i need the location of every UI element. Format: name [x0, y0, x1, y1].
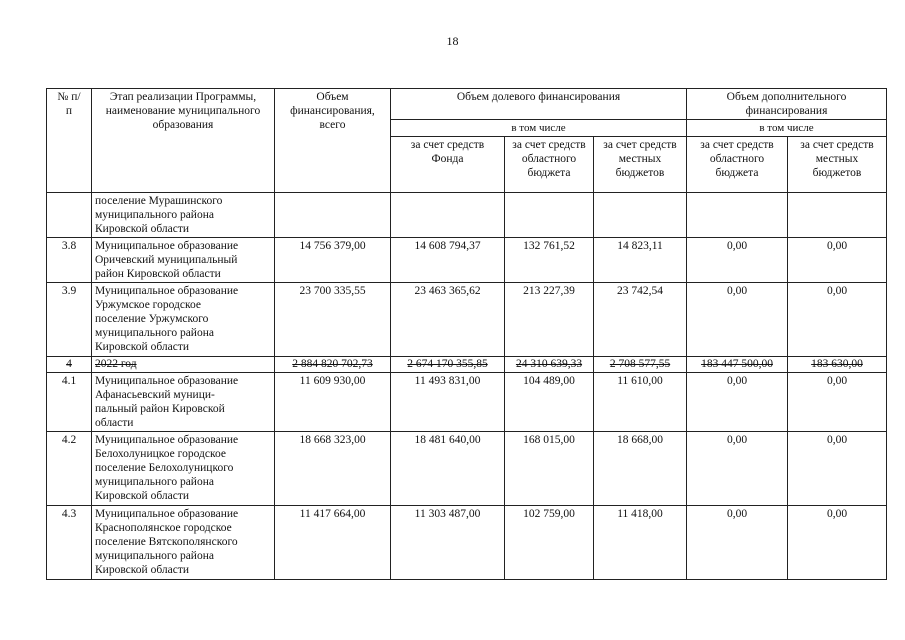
row-total [275, 193, 391, 238]
header-add-regional: за счет средств областного бюджета [687, 137, 788, 193]
row-add-regional: 0,00 [687, 432, 788, 506]
header-stage: Этап реализации Программы, наименование муниципального образования [92, 89, 275, 193]
row-add-regional [687, 193, 788, 238]
row-total: 23 700 335,55 [275, 283, 391, 357]
row-add-local: 0,00 [788, 373, 887, 432]
row-fund: 11 303 487,00 [391, 506, 505, 580]
row-name: поселение Мурашинского муниципального района Кировской области [92, 193, 275, 238]
table-row [47, 238, 887, 283]
row-add-regional: 0,00 [687, 373, 788, 432]
row-name: Муниципальное образование Уржумское городское поселение Уржумского муниципального района Кировской области [92, 283, 275, 357]
row-fund: 14 608 794,37 [391, 238, 505, 283]
row-num: 4 [47, 357, 92, 373]
row-regional: 102 759,00 [505, 506, 594, 580]
header-add-local: за счет средств местных бюджетов [788, 137, 887, 193]
row-add-regional: 0,00 [687, 283, 788, 357]
financing-table [46, 88, 887, 580]
row-add-local [788, 193, 887, 238]
row-fund: 2 674 170 355,85 [391, 357, 505, 373]
row-regional: 132 761,52 [505, 238, 594, 283]
row-num: 4.2 [47, 432, 92, 506]
row-local: 18 668,00 [594, 432, 687, 506]
header-regional: за счет средств областного бюджета [505, 137, 594, 193]
row-add-regional: 0,00 [687, 238, 788, 283]
header-share-group: Объем долевого финансирования [391, 89, 687, 120]
row-add-local: 0,00 [788, 283, 887, 357]
row-name: 2022 год [92, 357, 275, 373]
table-row [47, 373, 887, 432]
row-total: 14 756 379,00 [275, 238, 391, 283]
row-fund: 18 481 640,00 [391, 432, 505, 506]
header-local: за счет средств местных бюджетов [594, 137, 687, 193]
header-fund: за счет средств Фонда [391, 137, 505, 193]
row-add-local: 0,00 [788, 238, 887, 283]
row-name: Муниципальное образование Афанасьевский муници- пальный район Кировской области [92, 373, 275, 432]
row-total: 11 417 664,00 [275, 506, 391, 580]
table-row [47, 193, 887, 238]
table-row [47, 506, 887, 580]
row-add-regional: 0,00 [687, 506, 788, 580]
row-regional: 24 310 639,33 [505, 357, 594, 373]
row-name: Муниципальное образование Краснополянское городское поселение Вятскополянского муниципального района Кировской области [92, 506, 275, 580]
header-share-including: в том числе [391, 120, 687, 137]
row-local [594, 193, 687, 238]
row-regional: 213 227,39 [505, 283, 594, 357]
row-regional: 104 489,00 [505, 373, 594, 432]
header-additional-including: в том числе [687, 120, 887, 137]
row-regional: 168 015,00 [505, 432, 594, 506]
row-total: 2 884 820 702,73 [275, 357, 391, 373]
row-local: 14 823,11 [594, 238, 687, 283]
table-row-year-total [47, 357, 887, 373]
row-num: 4.1 [47, 373, 92, 432]
header-num: № п/п [47, 89, 92, 193]
row-num: 3.8 [47, 238, 92, 283]
row-fund: 23 463 365,62 [391, 283, 505, 357]
row-add-local: 0,00 [788, 506, 887, 580]
table-row [47, 432, 887, 506]
row-fund: 11 493 831,00 [391, 373, 505, 432]
page-number: 18 [446, 34, 459, 48]
row-local: 23 742,54 [594, 283, 687, 357]
row-num [47, 193, 92, 238]
header-additional-group: Объем дополнительного финансирования [687, 89, 887, 120]
row-add-regional: 183 447 500,00 [687, 357, 788, 373]
row-local: 2 708 577,55 [594, 357, 687, 373]
row-num: 4.3 [47, 506, 92, 580]
row-regional [505, 193, 594, 238]
row-fund [391, 193, 505, 238]
table-row [47, 283, 887, 357]
row-add-local: 0,00 [788, 432, 887, 506]
row-name: Муниципальное образование Оричевский муниципальный район Кировской области [92, 238, 275, 283]
header-total: Объем финансирования, всего [275, 89, 391, 193]
row-total: 18 668 323,00 [275, 432, 391, 506]
row-add-local: 183 630,00 [788, 357, 887, 373]
row-num: 3.9 [47, 283, 92, 357]
row-total: 11 609 930,00 [275, 373, 391, 432]
row-local: 11 610,00 [594, 373, 687, 432]
row-name: Муниципальное образование Белохолуницкое городское поселение Белохолуницкого муниципального района Кировской области [92, 432, 275, 506]
row-local: 11 418,00 [594, 506, 687, 580]
